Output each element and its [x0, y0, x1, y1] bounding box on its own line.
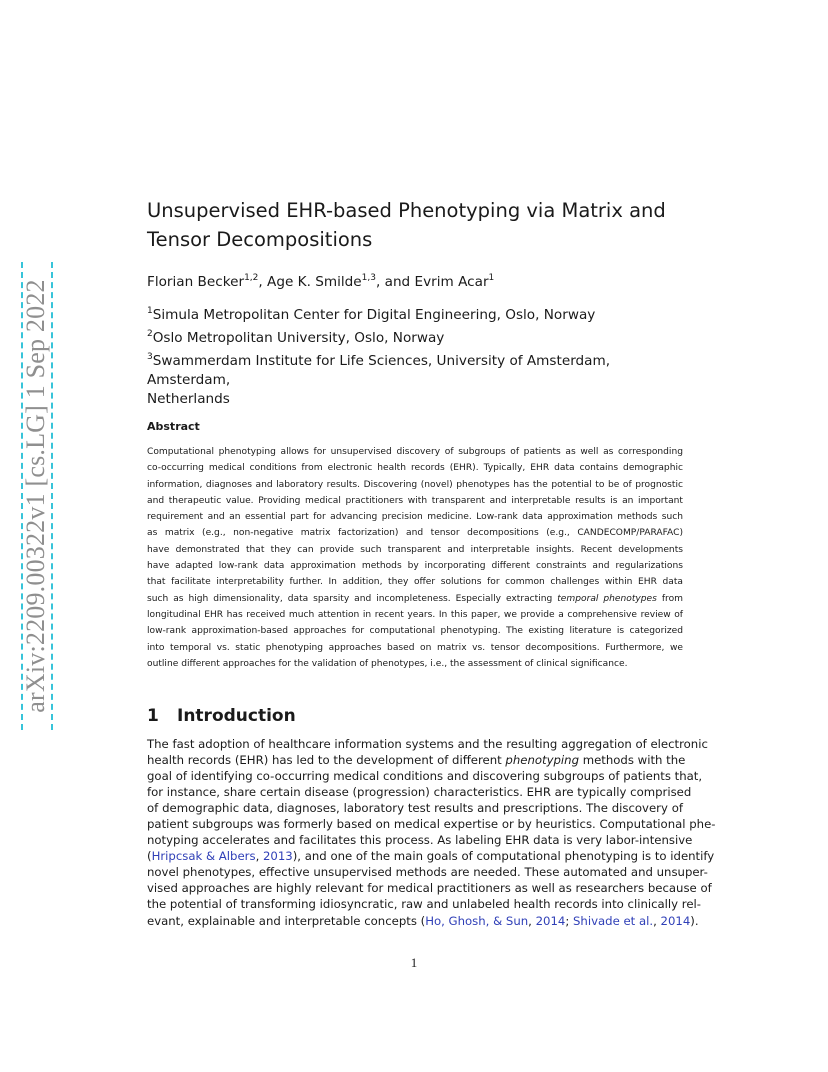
author-name: Florian Becker [147, 274, 245, 290]
paper-title: Unsupervised EHR-based Phenotyping via Matrix and Tensor Decompositions [147, 199, 666, 251]
abstract-line: co-occurring medical conditions from electronic health records (EHR). Typically, EHR data contains demographic [147, 463, 683, 474]
body-line: for instance, share certain disease (progression) characteristics. EHR are typically comprised [147, 785, 692, 800]
body-text: , [653, 913, 661, 928]
abstract-line-text: such as high dimensionality, data sparsity and incompleteness. Especially extracting [147, 593, 553, 604]
page-number: 1 [410, 955, 418, 970]
abstract-line: Computational phenotyping allows for unsupervised discovery of subgroups of patients as well as corresponding [147, 447, 683, 457]
body-emphasis: phenotyping [505, 753, 579, 768]
author-list [147, 268, 494, 292]
citation-year-link[interactable]: 2014 [660, 913, 691, 928]
abstract-line: have demonstrated that they can provide such transparent and interpretable insights. Recent developments [147, 544, 683, 555]
body-line: notyping accelerates and facilitates this process. As labeling EHR data is very labor-intensive [147, 833, 693, 848]
author-separator: , [258, 274, 268, 290]
section-number: 1 [147, 706, 159, 726]
abstract-line: requirement and an essential part for advancing precision medicine. Low-rank data approximation methods such [147, 512, 683, 523]
citation-year-link[interactable]: 2014 [535, 913, 566, 928]
body-line: patient subgroups was formerly based on medical expertise or by heuristics. Computational phe- [147, 817, 716, 832]
affiliation-continuation: Netherlands [147, 391, 230, 407]
abstract-line: and therapeutic value. Providing medical practitioners with transparent and interpretable results is an important [147, 495, 683, 506]
section-heading [147, 706, 296, 726]
author-affiliation-mark: 1,2 [244, 273, 259, 283]
abstract-line: have adapted low-rank data approximation methods by incorporating different constraints and regularizations [147, 561, 683, 572]
introduction-paragraph [147, 736, 716, 929]
abstract-text [147, 444, 683, 672]
abstract-line: into temporal vs. static phenotyping approaches based on matrix vs. tensor decompositions. Furthermore, we [147, 642, 683, 653]
abstract-line: low-rank approximation-based approaches for computational phenotyping. The existing literature is categorized [147, 626, 683, 637]
body-text: evant, explainable and interpretable concepts ( [147, 913, 426, 928]
body-text: methods with the [579, 753, 686, 768]
body-line: the potential of transforming idiosyncratic, raw and unlabeled health records into clinically rel- [147, 897, 702, 912]
author-name: Evrim Acar [414, 274, 489, 290]
author-name: Age K. Smilde [267, 274, 362, 290]
body-line [147, 848, 715, 864]
affiliation-text: Oslo Metropolitan University, Oslo, Norway [152, 330, 445, 346]
abstract-line: information, diagnoses and laboratory results. Discovering (novel) phenotypes has the potential to be of prognostic [147, 479, 683, 490]
author-affiliation-mark: 1 [488, 273, 495, 283]
citation-link[interactable]: Shivade et al. [573, 913, 654, 928]
body-text: , [255, 849, 263, 864]
body-text: ). [690, 913, 699, 928]
body-text: , [528, 913, 536, 928]
abstract-line: as matrix (e.g., non-negative matrix factorization) and tensor decompositions (e.g., CANDECOMP/PARAFAC) [147, 528, 683, 539]
body-line: of demographic data, diagnoses, laboratory test results and prescriptions. The discovery of [147, 801, 683, 816]
abstract-line: outline different approaches for the validation of phenotypes, i.e., the assessment of clinical significance. [147, 658, 628, 669]
body-text: ( [147, 849, 152, 864]
affiliation-text: Simula Metropolitan Center for Digital Engineering, Oslo, Norway [152, 307, 596, 323]
affiliation [147, 325, 687, 348]
abstract-emphasis: temporal phenotypes [557, 593, 657, 604]
abstract-line: longitudinal EHR has received much attention in recent years. In this paper, we provide a comprehensive review of [147, 609, 683, 620]
affiliation-text: Swammerdam Institute for Life Sciences, University of Amsterdam, Amsterdam, [147, 353, 611, 388]
body-line: goal of identifying co-occurring medical conditions and discovering subgroups of patients that, [147, 769, 703, 784]
citation-link[interactable]: Hripcsak & Albers [151, 849, 256, 864]
body-text: ; [565, 913, 574, 928]
affiliation-mark: 3 [147, 352, 153, 362]
body-line [147, 752, 686, 768]
citation-year-link[interactable]: 2013 [263, 849, 293, 864]
body-line [147, 913, 699, 929]
affiliation-mark: 2 [147, 329, 153, 339]
affiliation-list [147, 302, 687, 409]
abstract-line-tail: from [656, 593, 683, 604]
affiliation-mark: 1 [147, 306, 153, 316]
abstract-line [147, 591, 683, 607]
arxiv-identifier[interactable]: arXiv:2209.00322v1 [cs.LG] 1 Sep 2022 [21, 279, 50, 713]
body-line: vised approaches are highly relevant for medical practitioners as well as researchers because of [147, 881, 712, 896]
body-line: novel phenotypes, effective unsupervised methods are needed. These automated and unsuper- [147, 865, 708, 880]
author-affiliation-mark: 1,3 [361, 273, 376, 283]
author-separator: , and [375, 274, 415, 290]
body-text: ), and one of the main goals of computational phenotyping is to identify [292, 849, 715, 864]
arxiv-side-stamp [14, 262, 58, 730]
body-line: The fast adoption of healthcare information systems and the resulting aggregation of electronic [147, 737, 708, 751]
affiliation [147, 302, 687, 325]
citation-link[interactable]: Ho, Ghosh, & Sun [425, 913, 529, 928]
abstract-heading: Abstract [147, 420, 200, 433]
section-title: Introduction [177, 706, 296, 726]
affiliation [147, 348, 687, 390]
stamp-dashed-border-right [51, 262, 53, 730]
abstract-line: that facilitate interpretability further. In addition, they offer solutions for common challenges within EHR data [147, 577, 683, 588]
body-text: health records (EHR) has led to the development of different [147, 753, 506, 768]
